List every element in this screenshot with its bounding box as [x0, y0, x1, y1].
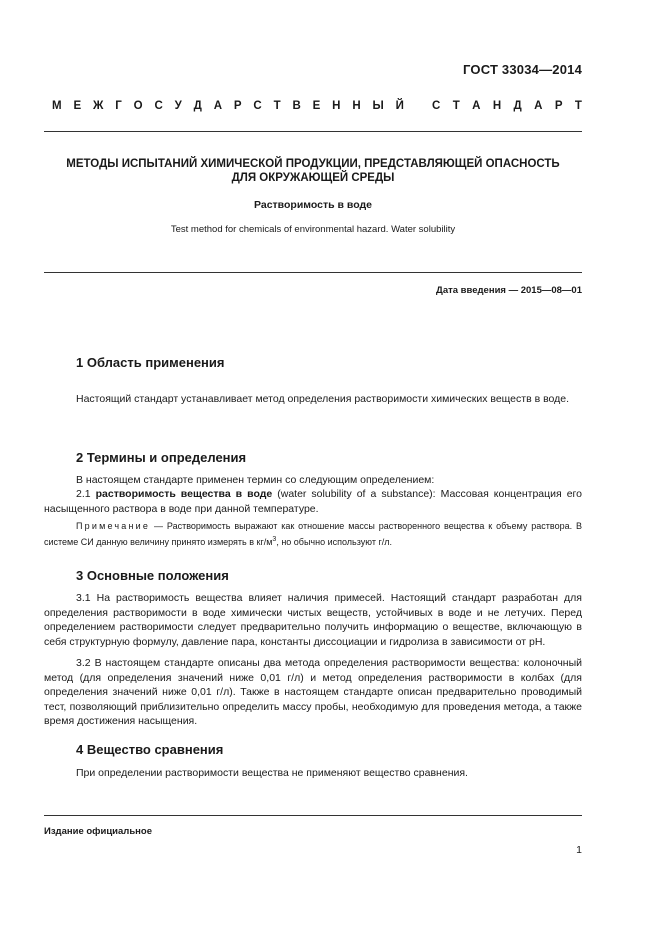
section-3-heading: 3 Основные положения: [76, 568, 229, 583]
document-subtitle: Растворимость в воде: [253, 199, 372, 211]
defined-term: растворимость вещества в воде: [95, 488, 273, 500]
page-number: 1: [576, 844, 582, 856]
introduction-date: Дата введения — 2015—08—01: [436, 285, 582, 296]
footer-divider: [44, 815, 582, 816]
document-title: МЕТОДЫ ИСПЫТАНИЙ ХИМИЧЕСКОЙ ПРОДУКЦИИ, ПРЕДСТАВЛЯЮЩЕЙ ОПАСНОСТЬ ДЛЯ ОКРУЖАЮЩЕЙ СРЕДЫ: [66, 158, 560, 184]
section-4-paragraph: При определении растворимости вещества не применяют вещество сравнения.: [76, 767, 468, 779]
section-1-paragraph: Настоящий стандарт устанавливает метод определения растворимости химических веществ в воде.: [76, 393, 570, 405]
section-4-heading: 4 Вещество сравнения: [76, 742, 224, 757]
section-2-heading: 2 Термины и определения: [76, 450, 247, 465]
section-3-paragraph-1: 3.1 На растворимость вещества влияет наличия примесей. Настоящий стандарт разработан для определения растворимости в воде химически чистых веществ, устойчивых в воде и не летучих. Перед определением растворимости следует предварительно получить информацию о веществе, включающую в себя структурную формулу, давление пара, константы диссоциации и гидролиза в зависимости от pH.: [44, 592, 582, 648]
note-label: Примечание: [76, 521, 151, 531]
english-title: Test method for chemicals of environmental hazard. Water solubility: [170, 224, 456, 235]
official-edition-label: Издание официальное: [44, 826, 152, 837]
title-divider: [44, 272, 582, 273]
section-2-intro: В настоящем стандарте применен термин со следующим определением:: [76, 474, 435, 486]
standard-number: ГОСТ 33034—2014: [463, 62, 582, 77]
section-2-note: Примечание — Растворимость выражают как отношение массы растворенного вещества к объему раствора. В системе СИ данную величину принято измерять в $кг/м^3$, но обычно используют г/л.: [44, 521, 582, 547]
section-2-definition: 2.1 растворимость вещества в воде (water solubility of a substance): Массовая концентрация его насыщенного раствора в воде при данной температуре.: [44, 488, 582, 515]
interstate-word: М Е Ж Г О С У Д А Р С Т В Е Н Н Ы Й: [52, 100, 404, 112]
standard-word: С Т А Н Д А Р Т: [432, 100, 582, 112]
interstate-standard-banner: [52, 100, 582, 112]
section-1-heading: 1 Область применения: [76, 355, 225, 370]
section-3-paragraph-2: 3.2 В настоящем стандарте описаны два метода определения растворимости вещества: колоночный метод (для определения значений ниже 0,01 г/л) и метод определения растворимости в колбах (для определения значений ниже 0,01 г/л). Также в настоящем стандарте описан предварительно проводимый тест, позволяющий приблизительно определить массу пробы, необходимую для проведения метода, а также время достижения насыщения.: [44, 657, 582, 728]
header-divider: [44, 131, 582, 132]
